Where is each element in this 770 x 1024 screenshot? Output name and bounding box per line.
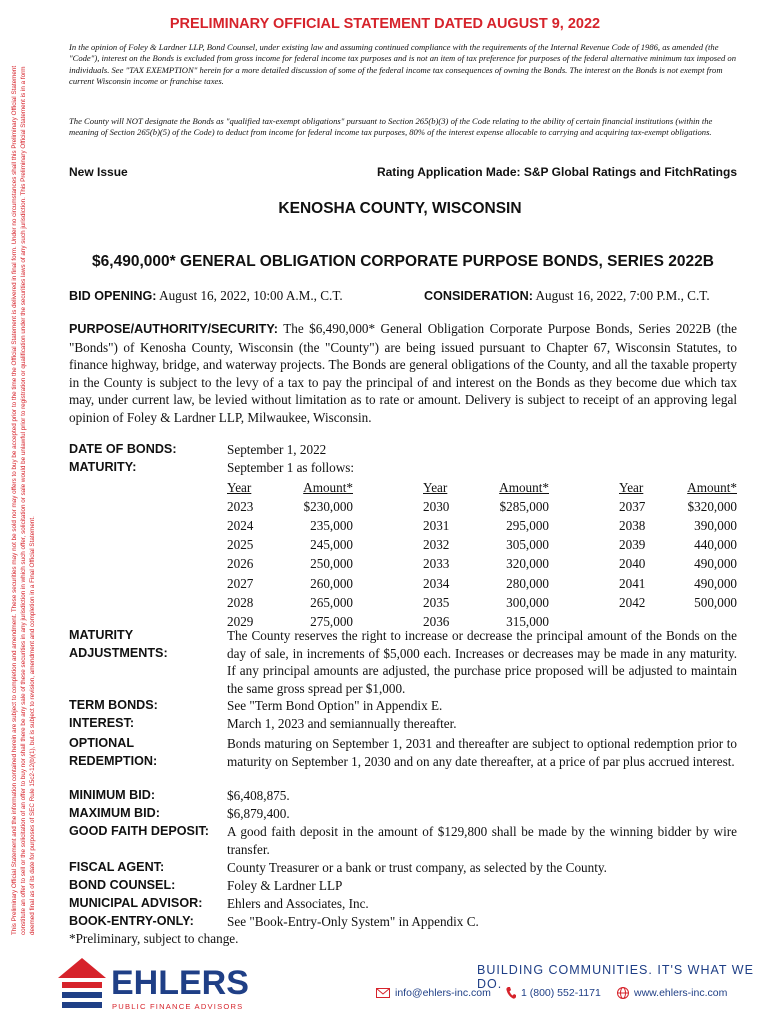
bid-opening-line: BID OPENING: August 16, 2022, 10:00 A.M., C.T. — [69, 288, 343, 303]
table-cell: 2030 — [423, 498, 450, 514]
logo-wordmark: EHLERS — [111, 964, 249, 1002]
table-cell: 250,000 — [310, 556, 353, 572]
footer-website[interactable] — [617, 987, 727, 999]
amount-header: Amount* — [687, 479, 737, 495]
rating-label: Rating Application Made: S&P Global Ratings and FitchRatings — [376, 165, 737, 179]
tax-opinion-paragraph: In the opinion of Foley & Lardner LLP, Bond Counsel, under existing law and assuming continued compliance with the requirements of the Internal Revenue Code of 1986, as amended (the "Code"), interest on the Bonds is excluded from gross income for federal income tax purposes and is not an item of tax preference for purposes of the federal alternative minimum tax imposed on individuals. See "TAX EXEMPTION" herein for a more detailed discussion of some of the federal income tax consequences of owning the Bonds. The interest on the Bonds is not exempt from current Wisconsin income or franchise taxes. — [69, 42, 737, 86]
bid-opening-value: August 16, 2022, 10:00 A.M., C.T. — [159, 288, 343, 303]
table-cell: 245,000 — [310, 537, 353, 553]
table-cell: 2039 — [619, 537, 646, 553]
interest-value: March 1, 2023 and semiannually thereafter. — [227, 716, 457, 731]
purpose-paragraph — [69, 320, 737, 427]
table-cell: 490,000 — [694, 556, 737, 572]
amount-header: Amount* — [303, 479, 353, 495]
table-row — [227, 536, 737, 555]
bond-counsel-label: BOND COUNSEL: — [69, 878, 176, 892]
maturity-adjustments-label — [69, 627, 168, 662]
consideration-line: CONSIDERATION: August 16, 2022, 7:00 P.M., C.T. — [424, 288, 710, 303]
email-text: info@ehlers-inc.com — [395, 987, 491, 999]
table-row — [227, 516, 737, 535]
bond-title: $6,490,000* GENERAL OBLIGATION CORPORATE PURPOSE BONDS, SERIES 2022B — [92, 253, 714, 270]
issuer-title: KENOSHA COUNTY, WISCONSIN — [278, 200, 522, 217]
optional-redemption-label — [69, 735, 157, 770]
table-row — [227, 593, 737, 612]
good-faith-deposit-label: GOOD FAITH DEPOSIT: — [69, 824, 209, 838]
consideration-label: CONSIDERATION — [424, 289, 529, 303]
footer-email[interactable] — [376, 987, 491, 999]
interest-label: INTEREST: — [69, 716, 135, 730]
phone-text: 1 (800) 552-1171 — [521, 987, 601, 999]
label-line: REDEMPTION: — [69, 753, 158, 768]
label-line: OPTIONAL — [69, 736, 135, 750]
table-cell: 2024 — [227, 517, 254, 533]
designation-paragraph: The County will NOT designate the Bonds as "qualified tax-exempt obligations" pursuant to Section 265(b)(3) of the Code relating to the ability of certain financial institutions (within the meaning of Section 265(b)(5) of the Code) to deduct from income for federal income tax purposes, 80% of the interest expense allocable to carrying and acquiring tax-exempt obligations. — [69, 116, 713, 138]
minimum-bid-label: MINIMUM BID: — [69, 788, 156, 802]
fiscal-agent-label: FISCAL AGENT: — [69, 860, 165, 874]
table-cell: 305,000 — [506, 537, 549, 553]
table-row — [227, 555, 737, 574]
table-cell: 2033 — [423, 556, 450, 572]
table-cell: 2035 — [423, 594, 450, 610]
good-faith-deposit-value: A good faith deposit in the amount of $129,800 shall be made by the winning bidder by wire transfer. — [227, 824, 737, 857]
ehlers-house-icon — [58, 958, 106, 1010]
year-header: Year — [423, 479, 448, 495]
table-cell: 2025 — [227, 537, 254, 553]
footer-tagline: BUILDING COMMUNITIES. IT'S WHAT WE DO. — [477, 963, 754, 991]
date-of-bonds-label: DATE OF BONDS: — [69, 442, 177, 456]
table-cell: 2027 — [227, 575, 254, 591]
table-cell: $230,000 — [303, 498, 353, 514]
new-issue-label: New Issue — [69, 165, 128, 179]
table-cell: 260,000 — [310, 575, 353, 591]
table-cell: 265,000 — [310, 594, 353, 610]
municipal-advisor-value: Ehlers and Associates, Inc. — [227, 896, 369, 911]
table-cell: 2023 — [227, 498, 254, 514]
table-cell: 500,000 — [694, 594, 737, 610]
table-cell: 2026 — [227, 556, 254, 572]
table-cell: 2036 — [423, 613, 450, 629]
label-line: MATURITY — [69, 628, 134, 642]
year-header: Year — [619, 479, 644, 495]
maturity-value: September 1 as follows: — [227, 460, 355, 475]
footnote: *Preliminary, subject to change. — [69, 931, 239, 946]
amount-header: Amount* — [499, 479, 549, 495]
table-cell: 315,000 — [506, 613, 549, 629]
municipal-advisor-label: MUNICIPAL ADVISOR: — [69, 896, 203, 910]
table-cell: 390,000 — [694, 517, 737, 533]
purpose-text: The $6,490,000* General Obligation Corporate Purpose Bonds, Series 2022B (the "Bonds") of Kenosha County, Wisconsin (the "County") are being issued pursuant to Chapter 67, Wisconsin Statutes, to finance highway, bridge, and waterway projects. The Bonds are general obligations of the County, and all the taxable property in the County is subject to the levy of a tax to pay the principal of and interest on the Bonds as they become due which tax may, under current law, be levied without limitation as to rate or amount. Delivery is subject to receipt of an approving legal opinion of Foley & Lardner LLP, Milwaukee, Wisconsin. — [69, 321, 737, 425]
table-cell: 300,000 — [506, 594, 549, 610]
term-bonds-label: TERM BONDS: — [69, 698, 158, 712]
maximum-bid-value: $6,879,400. — [227, 806, 290, 821]
optional-redemption-value: Bonds maturing on September 1, 2031 and thereafter are subject to optional redemption prior to maturity on September 1, 2030 and on any date thereafter, at a price of par plus accrued interest. — [227, 736, 737, 769]
table-cell: 2038 — [619, 517, 646, 533]
date-of-bonds-value: September 1, 2022 — [227, 442, 327, 457]
book-entry-label: BOOK-ENTRY-ONLY: — [69, 914, 194, 928]
table-cell: 2029 — [227, 613, 254, 629]
sidebar-disclaimer: This Preliminary Official Statement and the information contained herein are subject to completion and amendment. These securities may not be sold nor may offers to buy be accepted prior to the time the Official Statement is delivered in final form. Under no circumstances shall this Preliminary Official Statement constitute an offer to sell or the solicitation of an offer to buy nor shall there be any sale of these securities in any jurisdiction in which such offer, solicitation or sale would be unlawful prior to registration or qualification under the securities laws of any such jurisdiction. This Preliminary Official Statement is in a form deemed final as of its date for purposes of SEC Rule 15c2-12(b)(1), but is subject to revision, amendment and completion in a Final Official Statement. — [11, 65, 36, 935]
table-cell: 2034 — [423, 575, 450, 591]
maturity-label: MATURITY: — [69, 460, 137, 474]
book-entry-value: See "Book-Entry-Only System" in Appendix C. — [227, 914, 479, 929]
table-cell: 2037 — [619, 498, 646, 514]
table-cell: $320,000 — [687, 498, 737, 514]
logo-subtitle: PUBLIC FINANCE ADVISORS — [112, 1002, 244, 1011]
bid-opening-label: BID OPENING — [69, 289, 153, 303]
purpose-label: PURPOSE/AUTHORITY/SECURITY: — [69, 322, 278, 336]
table-cell: 2032 — [423, 537, 450, 553]
document-header: PRELIMINARY OFFICIAL STATEMENT DATED AUGUST 9, 2022 — [169, 16, 601, 32]
footer-phone[interactable] — [506, 987, 601, 999]
globe-icon — [617, 987, 629, 999]
maturity-schedule-table — [227, 478, 737, 632]
phone-icon — [506, 987, 516, 999]
table-cell: 2040 — [619, 556, 646, 572]
table-cell: 275,000 — [310, 613, 353, 629]
table-cell: 2028 — [227, 594, 254, 610]
minimum-bid-value: $6,408,875. — [227, 788, 290, 803]
consideration-value: August 16, 2022, 7:00 P.M., C.T. — [535, 288, 710, 303]
table-row — [227, 497, 737, 516]
table-cell: 235,000 — [310, 517, 353, 533]
table-cell: 440,000 — [694, 537, 737, 553]
bond-counsel-value: Foley & Lardner LLP — [227, 878, 343, 893]
label-line: ADJUSTMENTS: — [69, 645, 168, 660]
term-bonds-value: See "Term Bond Option" in Appendix E. — [227, 698, 443, 713]
table-cell: 2042 — [619, 594, 646, 610]
table-header-row — [227, 478, 737, 497]
year-header: Year — [227, 479, 252, 495]
table-cell: 295,000 — [506, 517, 549, 533]
table-cell: 280,000 — [506, 575, 549, 591]
envelope-icon — [376, 988, 390, 998]
table-row — [227, 574, 737, 593]
table-cell: 490,000 — [694, 575, 737, 591]
maximum-bid-label: MAXIMUM BID: — [69, 806, 160, 820]
maturity-adjustments-value: The County reserves the right to increase or decrease the principal amount of the Bonds on the day of sale, in increments of $5,000 each. Increases or decreases may be made in any maturity. If any principal amounts are adjusted, the purchase price proposed will be adjusted to maintain the same gross spread per $1,000. — [227, 628, 737, 696]
table-cell: 2041 — [619, 575, 646, 591]
table-cell: 2031 — [423, 517, 450, 533]
website-text: www.ehlers-inc.com — [634, 987, 728, 999]
table-cell: 320,000 — [506, 556, 549, 572]
fiscal-agent-value: County Treasurer or a bank or trust company, as selected by the County. — [227, 860, 607, 875]
table-cell: $285,000 — [499, 498, 549, 514]
